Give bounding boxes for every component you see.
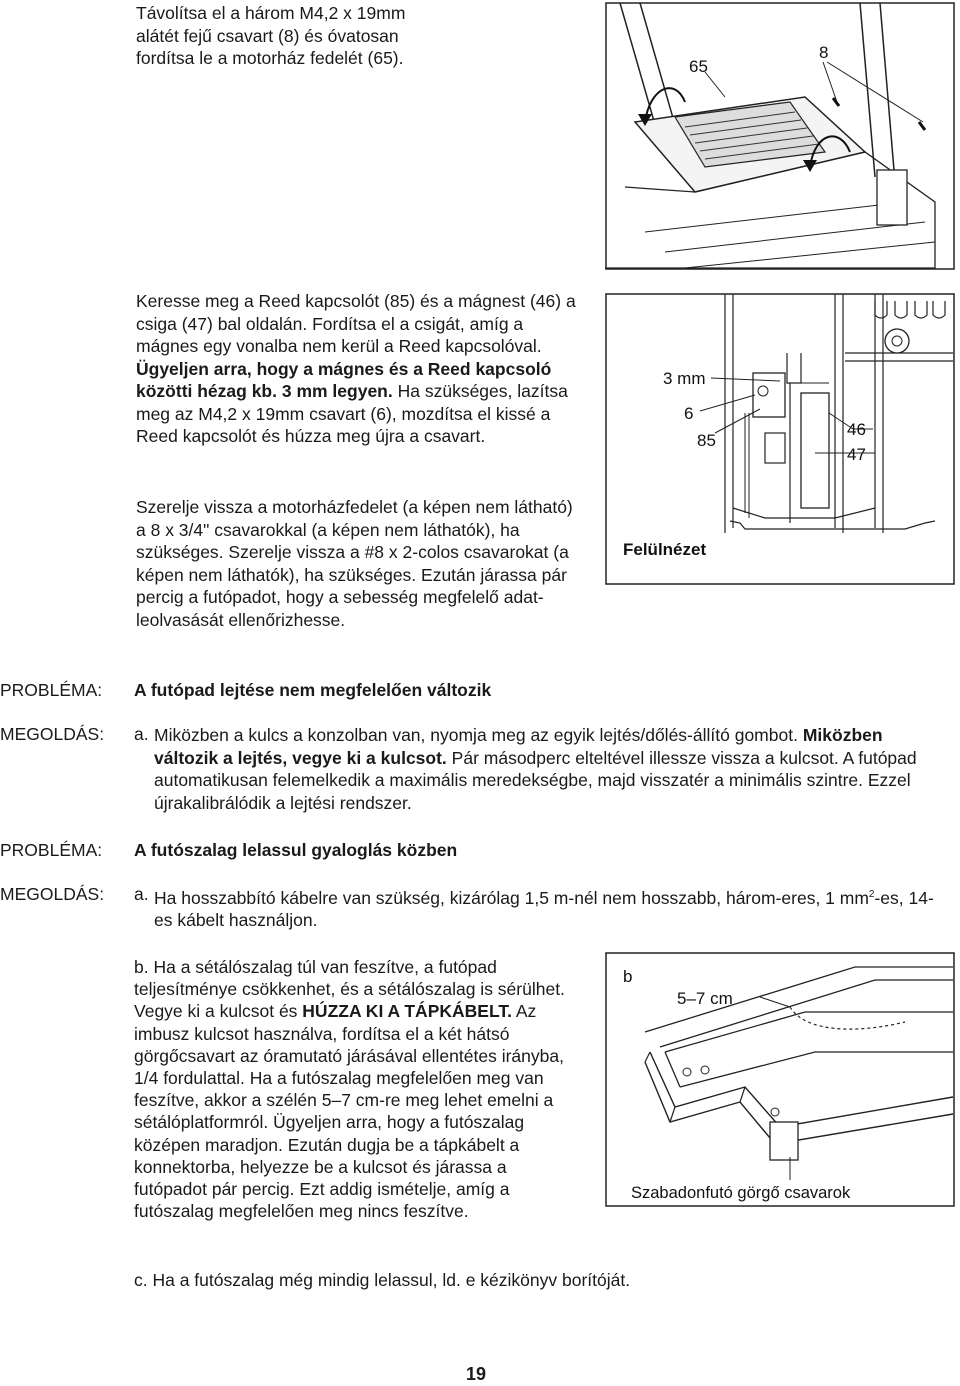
label-47: 47	[847, 445, 866, 464]
label-46: 46	[847, 420, 866, 439]
label-b: b	[623, 967, 633, 986]
step1-text: Távolítsa el a három M4,2 x 19mm alátét fejű csavart (8) és óvatosan fordítsa le a motorház fedelét (65).	[136, 3, 406, 68]
solution2-b-part2: Az imbusz kulcsot használva, fordítsa el a két hátsó görgőcsavart az óramutató járásával ellentétes irányba, 1/4 fordulattal. Ha a futószalag megfelelően meg van feszítve, akkor a szélén 5–7 cm-re meg lehet emelni a sétálóplatformról. Ügyeljen arra, hogy a futószalag középen maradjon. Ezután dugja be a tápkábelt a konnektorba, helyezze be a kulcsot és járassa a futópadot pár percig. Ezt addig ismételje, amíg a futószalag megfelelően meg nincs feszítve.	[134, 1001, 564, 1222]
problem1-title: A futópad lejtése nem megfelelően változik	[134, 680, 492, 700]
label-65: 65	[689, 57, 708, 76]
label-85: 85	[697, 431, 716, 450]
top-view-caption: Felülnézet	[623, 540, 707, 559]
reed-switch-figure	[605, 293, 955, 585]
problem2-title: A futószalag lelassul gyaloglás közben	[134, 840, 458, 860]
solution2-b-part1: b. Ha a sétálószalag túl van feszítve, a futópad teljesítménye csökkenhet, és a sétálószalag is sérülhet. Vegye ki a kulcsot és	[134, 957, 565, 1022]
solution2-text-c: c. Ha a futószalag még mindig lelassul, ld. e kézikönyv borítóját.	[134, 1270, 631, 1290]
label-3mm: 3 mm	[663, 369, 706, 388]
solution2-b-bold: HÚZZA KI A TÁPKÁBELT.	[302, 1001, 512, 1022]
solution1-bold: Miközben változik a lejtés, vegye ki a kulcsot.	[154, 725, 883, 768]
solution2-a-part1: Ha hosszabbító kábelre van szükség, kizárólag 1,5 m-nél nem hosszabb, három-eres, 1 mm	[154, 887, 869, 908]
solution2-letter: a.	[134, 884, 149, 904]
solution2-a-sup: 2	[868, 889, 875, 900]
solution1-text	[154, 724, 934, 814]
label-6: 6	[684, 404, 694, 423]
belt-tension-figure	[605, 952, 955, 1207]
step3-text: Szerelje vissza a motorházfedelet (a képen nem látható) a 8 x 3/4" csavarokkal (a képen nem láthatók), ha szükséges. Szerelje vissza a #8 x 2-colos csavarokat (a képen nem láthatók), ha szükséges. Ezután járassa pár percig a futópadot, hogy a sebesség megfelelő adat-leolvasását ellenőrizhesse.	[136, 497, 573, 630]
motor-hood-figure	[605, 2, 955, 270]
label-8: 8	[819, 43, 829, 62]
solution1-letter: a.	[134, 724, 149, 744]
solution2-label: MEGOLDÁS:	[0, 884, 105, 904]
step2-text	[136, 290, 576, 448]
problem1-label: PROBLÉMA:	[0, 680, 103, 700]
solution1-part1: Miközben a kulcs a konzolban van, nyomja meg az egyik lejtés/dőlés-állító gombot.	[154, 725, 798, 745]
solution2-a-part2: -es, 14-es kábelt használjon.	[154, 887, 934, 931]
solution2-text-a	[154, 884, 934, 932]
label-gap: 5–7 cm	[677, 989, 733, 1008]
step2-text-a: Keresse meg a Reed kapcsolót (85) és a mágnest (46) a csiga (47) bal oldalán. Fordítsa el a csigát, amíg a mágnes egy vonalba nem kerül a Reed kapcsolóval.	[136, 291, 576, 356]
solution1-part2: Pár másodperc elteltével illessze vissza a kulcsot. A futópad automatikusan felemelkedik a maximális meredekségbe, majd visszatér a minimális szintre. Ezzel újrakalibrálódik a lejtési rendszer.	[154, 747, 917, 813]
page-number: 19	[466, 1364, 487, 1384]
roller-bolt-caption: Szabadonfutó görgő csavarok	[631, 1184, 851, 1202]
step2-text-b: Ha szükséges, lazítsa meg az M4,2 x 19mm csavart (6), mozdítsa el kissé a Reed kapcsolót és húzza meg újra a csavart.	[136, 381, 568, 446]
solution1-label: MEGOLDÁS:	[0, 724, 105, 744]
solution2-text-b	[134, 956, 574, 1222]
problem2-label: PROBLÉMA:	[0, 840, 103, 860]
step2-warning: Ügyeljen arra, hogy a mágnes és a Reed kapcsoló közötti hézag kb. 3 mm legyen.	[136, 358, 552, 401]
